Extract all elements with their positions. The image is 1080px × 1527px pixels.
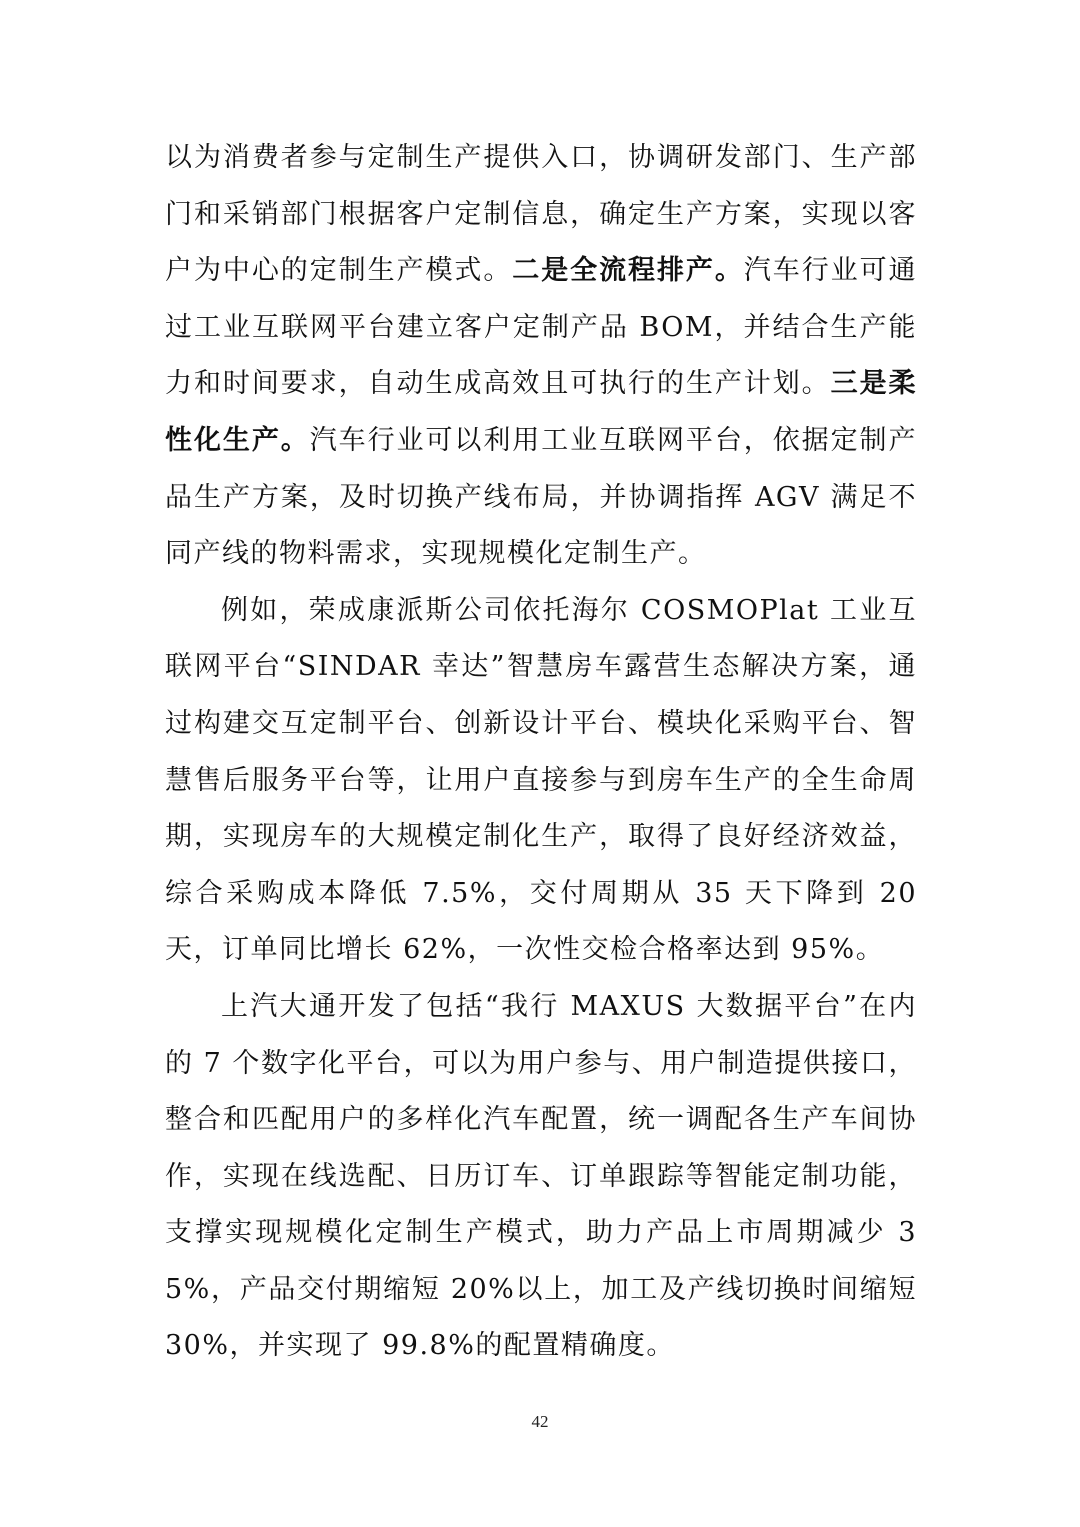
- bold-heading-full-process-scheduling: 二是全流程排产。: [512, 255, 744, 287]
- paragraph-3: [165, 979, 917, 1375]
- body-text: [165, 130, 917, 1375]
- text-segment: 上汽大通开发了包括“我行 MAXUS 大数据平台”在内的 7 个数字化平台，可以为用户参与、用户制造提供接口，整合和匹配用户的多样化汽车配置，统一调配各生产车间协作，实现在线选配、日历订车、订单跟踪等智能定制功能，支撑实现规模化定制生产模式，助力产品上市周期减少 35%，产品交付期缩短 20%以上，加工及产线切换时间缩短 30%，并实现了 99.8%的配置精确度。: [165, 990, 917, 1362]
- paragraph-1: [165, 130, 917, 583]
- text-segment: 汽车行业可以利用工业互联网平台，依据定制产品生产方案，及时切换产线布局，并协调指挥 AGV 满足不同产线的物料需求，实现规模化定制生产。: [165, 424, 918, 570]
- paragraph-2: [165, 583, 917, 979]
- text-segment: 以为消费者参与定制生产提供入口，协调研发部门、生产部门和采销部门根据客户定制信息，确定生产方案，实现以客户为中心的定制生产模式。: [165, 142, 917, 287]
- page-number: 42: [531, 1412, 549, 1431]
- text-segment: 汽车行业可通过工业互联网平台建立客户定制产品 BOM，并结合生产能力和时间要求，自动生成高效且可执行的生产计划。: [165, 255, 918, 400]
- text-segment: 例如，荣成康派斯公司依托海尔 COSMOPlat 工业互联网平台“SINDAR 幸达”智慧房车露营生态解决方案，通过构建交互定制平台、创新设计平台、模块化采购平台、智慧售后服务平台等，让用户直接参与到房车生产的全生命周期，实现房车的大规模定制化生产，取得了良好经济效益，综合采购成本降低 7.5%，交付周期从 35 天下降到 20 天，订单同比增长 62%，一次性交检合格率达到 95%。: [165, 594, 917, 966]
- bold-heading-flexible-production: 三是柔性化生产。: [165, 368, 918, 456]
